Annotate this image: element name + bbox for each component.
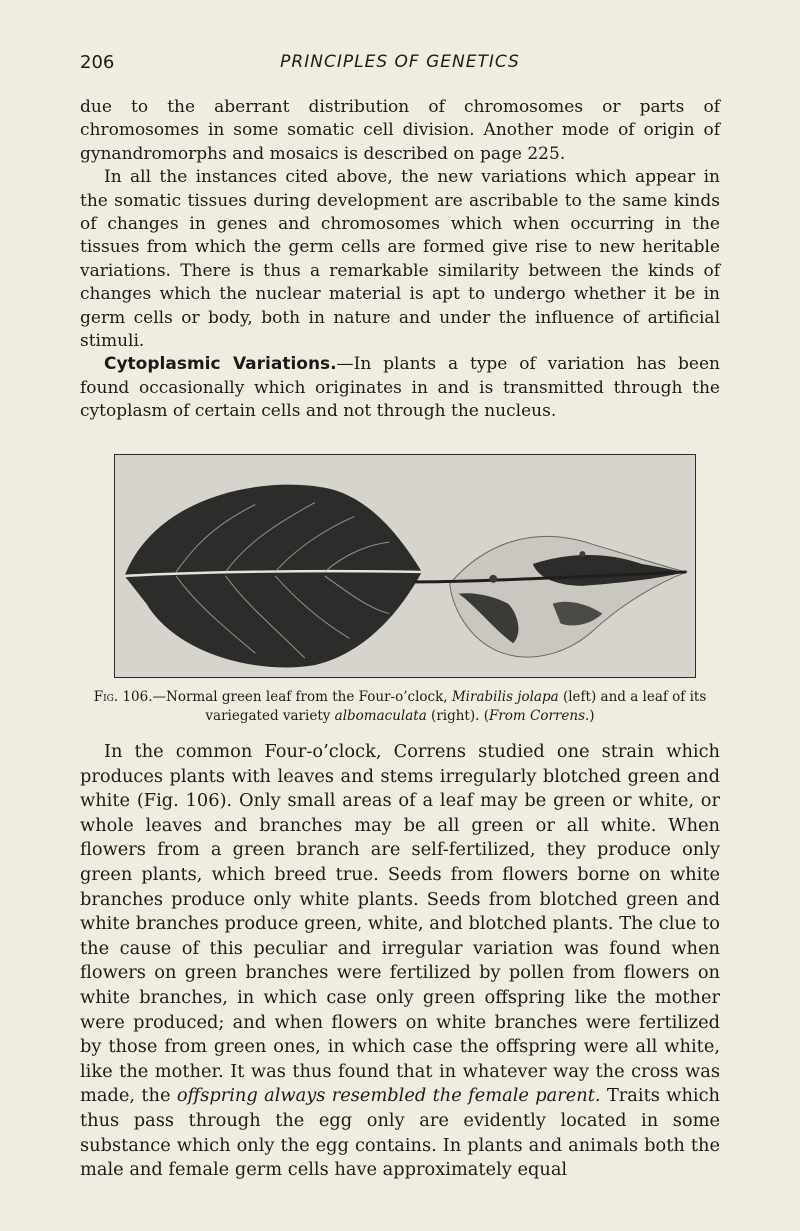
upper-text — [80, 96, 720, 424]
lower-text — [80, 740, 720, 1183]
running-title: PRINCIPLES OF GENETICS — [280, 52, 520, 72]
caption-source: From Correns. — [488, 708, 590, 724]
paragraph-cytoplasmic-variations — [80, 353, 720, 423]
section-heading-text: —In plants a type of variation has been found occasionally which originates in and is transmitted through the cytoplasm of certain cells and not through the nucleus. — [80, 354, 720, 422]
figure-caption — [80, 688, 720, 726]
paragraph-correns-end: Traits which thus pass through the egg only are evidently located in some substance which only the egg contains. In plants and animals both the male and female germ cells have approximately equal — [80, 1085, 721, 1181]
leaf-photograph — [115, 455, 695, 677]
paragraph-correns — [80, 740, 720, 1183]
page-number: 206 — [80, 52, 115, 73]
paragraph-continuation: due to the aberrant distribution of chromosomes or parts of chromosomes in some somatic cell division. Another mode of origin of gynandromorphs and mosaics is described on page 225. — [80, 97, 720, 164]
caption-variety: albomaculata — [334, 708, 427, 724]
caption-label: Fig. 106. — [93, 689, 153, 705]
caption-text-2: (left) and a leaf of its variegated variety — [205, 689, 707, 724]
paragraph-somatic-variations: In all the instances cited above, the new variations which appear in the somatic tissues during development are ascribable to the same kinds of changes in genes and chromosomes which when occurring in the tissues from which the germ cells are formed give rise to new heritable variations. There is thus a remarkable similarity between the kinds of changes which the nuclear material is apt to undergo whether it be in germ cells or body, both in nature and under the influence of artificial stimuli. — [80, 167, 720, 352]
paragraph-correns-emphasis: offspring always resembled the female parent. — [176, 1085, 601, 1107]
caption-text-4: ) — [589, 708, 595, 724]
section-heading: Cytoplasmic Variations. — [104, 354, 337, 375]
caption-text-3: (right). ( — [426, 708, 489, 724]
caption-species: Mirabilis jolapa — [451, 689, 559, 705]
figure-106-leaves — [114, 454, 696, 678]
page-header — [80, 52, 720, 78]
caption-text-1: —Normal green leaf from the Four-o’clock, — [152, 689, 452, 705]
paragraph-correns-text: In the common Four-o’clock, Correns studied one strain which produces plants with leaves and stems irregularly blotched green and white (Fig. 106). Only small areas of a leaf may be green or white, or whole leaves and branches may be all green or all white. When flowers from a green branch are self-fertilized, they produce only green plants, which breed true. Seeds from flowers borne on white branches produce only white plants. Seeds from blotched green and white branches produce green, white, and blotched plants. The clue to the cause of this peculiar and irregular variation was found when flowers on green branches were fertilized by pollen from flowers on white branches, in which case only green offspring like the mother were produced; and when flowers on white branches were fertilized by those from green ones, in which case the offspring were all white, like the mother. It was thus found that in whatever way the cross was made, the — [80, 741, 720, 1107]
